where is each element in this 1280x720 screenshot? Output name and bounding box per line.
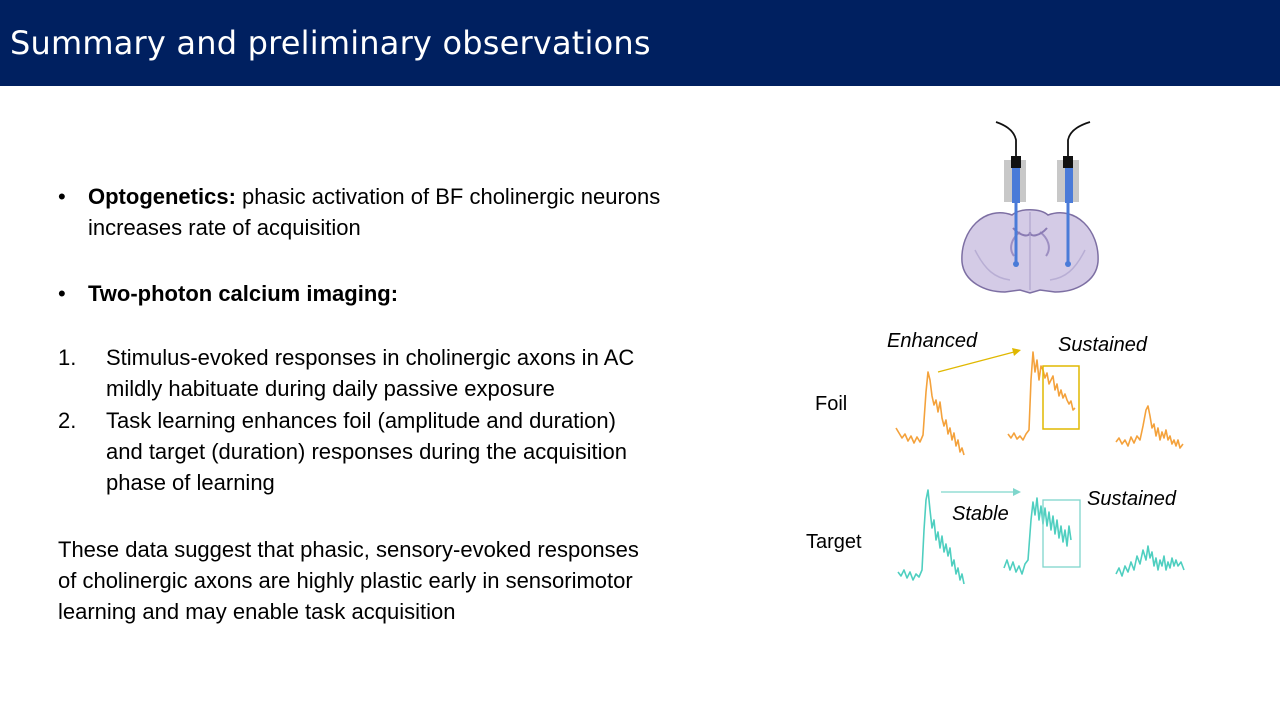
- foil-sustained-box: [1043, 366, 1079, 429]
- slide-title: Summary and preliminary observations: [10, 24, 651, 62]
- bullet-heading: Two-photon calcium imaging:: [88, 281, 399, 306]
- conclusion-line: learning and may enable task acquisition: [58, 599, 456, 624]
- foil-trace-naive: [896, 372, 964, 455]
- foil-traces: [896, 352, 1183, 455]
- conclusion-line: of cholinergic axons are highly plastic early in sensorimotor: [58, 568, 633, 593]
- target-row-label: Target: [806, 531, 862, 553]
- foil-trace-expert: [1116, 406, 1183, 448]
- item-text: Task learning enhances foil (amplitude and duration): [106, 408, 616, 433]
- bullet-text-cont: increases rate of acquisition: [88, 215, 361, 240]
- item-text: Stimulus-evoked responses in cholinergic axons in AC: [106, 345, 635, 370]
- target-stable-label: Stable: [952, 503, 1009, 525]
- item-text-cont: and target (duration) responses during the acquisition: [106, 439, 627, 464]
- foil-enhanced-label: Enhanced: [887, 330, 978, 352]
- item-number: 1.: [58, 345, 77, 370]
- bullet-heading: Optogenetics:: [88, 184, 236, 209]
- conclusion-line: These data suggest that phasic, sensory-evoked responses: [58, 537, 639, 562]
- item-text-cont: mildly habituate during daily passive exposure: [106, 376, 555, 401]
- foil-sustained-label: Sustained: [1058, 334, 1147, 356]
- item-number: 2.: [58, 408, 77, 433]
- bullet-symbol: •: [58, 281, 66, 306]
- target-sustained-label: Sustained: [1087, 488, 1176, 510]
- target-trace-expert: [1116, 546, 1184, 576]
- target-stable-arrow: [941, 488, 1021, 496]
- brain-illustration: [962, 210, 1098, 293]
- foil-trace-acquisition: [1008, 352, 1075, 440]
- item-text-cont2: phase of learning: [106, 470, 275, 495]
- bullet-symbol: •: [58, 184, 66, 209]
- foil-row-label: Foil: [815, 393, 848, 415]
- bullet-text: phasic activation of BF cholinergic neurons: [235, 184, 661, 209]
- target-trace-acquisition: [1004, 498, 1071, 574]
